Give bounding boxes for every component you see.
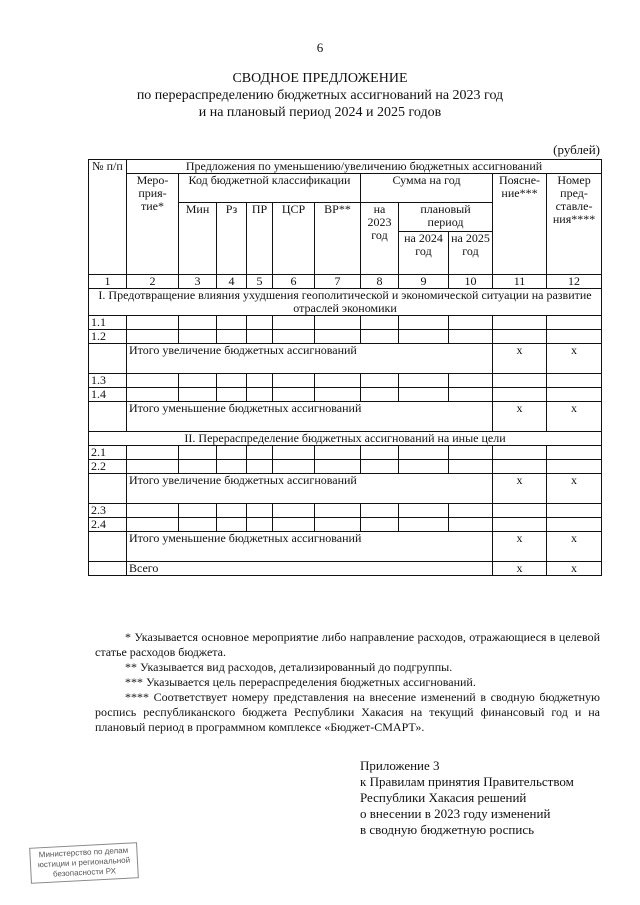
cell-col-11: x [493, 532, 547, 562]
table-cell [247, 330, 273, 344]
table-cell [273, 316, 315, 330]
table-cell [179, 460, 217, 474]
table-cell [315, 374, 361, 388]
table-row [89, 330, 602, 344]
table-row [89, 460, 602, 474]
table-cell [217, 446, 247, 460]
table-cell [547, 330, 602, 344]
table-cell [179, 374, 217, 388]
header-2023: на 2023 год [361, 203, 399, 275]
row-number: 1.1 [89, 316, 127, 330]
row-number [89, 474, 127, 504]
row-number [89, 532, 127, 562]
table-cell [217, 374, 247, 388]
table-cell [217, 518, 247, 532]
table-cell [493, 316, 547, 330]
table-cell [315, 518, 361, 532]
table-cell [399, 330, 449, 344]
appendix-note [360, 758, 574, 838]
subtotal-row [89, 532, 602, 562]
table-cell [127, 460, 179, 474]
appendix-line: Приложение 3 [360, 758, 440, 773]
row-number: 2.2 [89, 460, 127, 474]
row-number: 1.4 [89, 388, 127, 402]
table-cell [247, 504, 273, 518]
row-number: 1.3 [89, 374, 127, 388]
row-number [89, 402, 127, 432]
header-2024: на 2024 год [399, 232, 449, 275]
row-number [89, 562, 127, 576]
row-number: 2.4 [89, 518, 127, 532]
table-cell [179, 446, 217, 460]
cell-col-11: x [493, 474, 547, 504]
column-number: 11 [493, 275, 547, 289]
subtotal-row [89, 402, 602, 432]
cell-col-12: x [547, 344, 602, 374]
footnote: **** Соответствует номеру представления на внесение изменений в сводную бюджетную роспись республиканского бюджета Республики Хакасия на текущий финансовый год и на плановый период в программном комплексе «Бюджет-СМАРТ». [95, 690, 600, 734]
appendix-line: о внесении в 2023 году изменений [360, 806, 551, 821]
column-number: 1 [89, 275, 127, 289]
table-cell [315, 388, 361, 402]
table-cell [127, 388, 179, 402]
table-cell [273, 446, 315, 460]
table-cell [399, 518, 449, 532]
cell-col-11: x [493, 344, 547, 374]
table-cell [449, 388, 493, 402]
units-label: (рублей) [553, 142, 600, 157]
table-cell [315, 316, 361, 330]
row-label: Итого уменьшение бюджетных ассигнований [127, 402, 493, 432]
table-cell [247, 388, 273, 402]
table-cell [127, 316, 179, 330]
table-cell [449, 330, 493, 344]
row-number: 2.1 [89, 446, 127, 460]
cell-col-12: x [547, 474, 602, 504]
table-cell [217, 316, 247, 330]
row-number: 1.2 [89, 330, 127, 344]
table-cell [547, 518, 602, 532]
table-cell [273, 330, 315, 344]
footnote: ** Указывается вид расходов, детализированный до подгруппы. [125, 660, 453, 674]
row-number [89, 344, 127, 374]
table-cell [179, 504, 217, 518]
cell-col-12: x [547, 532, 602, 562]
table-cell [179, 316, 217, 330]
column-number: 8 [361, 275, 399, 289]
section-row [89, 432, 602, 446]
footnote: *** Указывается цель перераспределения бюджетных ассигнований. [125, 675, 476, 689]
column-number: 4 [217, 275, 247, 289]
table-cell [449, 446, 493, 460]
budget-table [88, 159, 602, 576]
table-cell [493, 388, 547, 402]
table-cell [247, 446, 273, 460]
table-cell [399, 374, 449, 388]
header-measure: Меро-прия-тие* [127, 174, 179, 275]
table-cell [127, 446, 179, 460]
table-cell [315, 446, 361, 460]
document-title [0, 70, 640, 121]
table-cell [247, 518, 273, 532]
table-cell [493, 446, 547, 460]
table-cell [361, 316, 399, 330]
table-cell [361, 460, 399, 474]
table-cell [217, 460, 247, 474]
table-cell [493, 518, 547, 532]
appendix-line: к Правилам принятия Правительством [360, 774, 574, 789]
table-cell [449, 374, 493, 388]
subtotal-row [89, 474, 602, 504]
table-cell [361, 504, 399, 518]
table-row [89, 388, 602, 402]
table-cell [449, 518, 493, 532]
table-cell [547, 446, 602, 460]
column-number: 2 [127, 275, 179, 289]
row-label: Всего [127, 562, 493, 576]
table-cell [273, 504, 315, 518]
table-cell [493, 504, 547, 518]
table-cell [399, 504, 449, 518]
header-explanation: Поясне-ние*** [493, 174, 547, 275]
footnotes [95, 630, 600, 735]
column-number: 3 [179, 275, 217, 289]
header-proposals: Предложения по уменьшению/увеличению бюджетных ассигнований [127, 160, 602, 174]
table-row [89, 316, 602, 330]
table-cell [315, 504, 361, 518]
header-code: Код бюджетной классификации [179, 174, 361, 203]
table-cell [179, 388, 217, 402]
table-cell [493, 460, 547, 474]
title-line: и на плановый период 2024 и 2025 годов [198, 105, 442, 120]
table-cell [361, 518, 399, 532]
table-cell [449, 504, 493, 518]
table-cell [547, 504, 602, 518]
table-cell [127, 374, 179, 388]
table-cell [273, 460, 315, 474]
cell-col-12: x [547, 562, 602, 576]
table-row [89, 374, 602, 388]
column-number: 12 [547, 275, 602, 289]
footnote: * Указывается основное мероприятие либо направление расходов, отражающиеся в целевой статье расходов бюджета. [95, 630, 600, 659]
column-number: 10 [449, 275, 493, 289]
table-cell [493, 330, 547, 344]
table-cell [399, 460, 449, 474]
header-pr: ПР [247, 203, 273, 275]
table-cell [315, 330, 361, 344]
table-cell [247, 316, 273, 330]
table-cell [361, 446, 399, 460]
row-label: Итого увеличение бюджетных ассигнований [127, 474, 493, 504]
header-2025: на 2025 год [449, 232, 493, 275]
subtotal-row [89, 344, 602, 374]
title-line: по перераспределению бюджетных ассигнований на 2023 год [136, 88, 504, 103]
table-row [89, 504, 602, 518]
header-num: № п/п [89, 160, 127, 275]
table-cell [179, 330, 217, 344]
appendix-line: в сводную бюджетную роспись [360, 822, 535, 837]
table-cell [547, 460, 602, 474]
table-cell [217, 504, 247, 518]
table-cell [547, 388, 602, 402]
table-cell [361, 330, 399, 344]
table-cell [247, 374, 273, 388]
column-number: 6 [273, 275, 315, 289]
table-cell [547, 374, 602, 388]
table-cell [399, 316, 449, 330]
table-cell [127, 518, 179, 532]
table-cell [399, 388, 449, 402]
total-row [89, 562, 602, 576]
table-row [89, 446, 602, 460]
row-label: Итого увеличение бюджетных ассигнований [127, 344, 493, 374]
table-cell [127, 504, 179, 518]
header-csr: ЦСР [273, 203, 315, 275]
column-number: 7 [315, 275, 361, 289]
header-rz: Рз [217, 203, 247, 275]
appendix-line: Республики Хакасия решений [360, 790, 527, 805]
column-numbers-row [89, 275, 602, 289]
column-number: 5 [247, 275, 273, 289]
row-label: Итого уменьшение бюджетных ассигнований [127, 532, 493, 562]
registry-stamp: Министерство по делам юстиции и региональной безопасности РХ [29, 842, 139, 884]
table-row [89, 518, 602, 532]
table-cell [315, 460, 361, 474]
table-cell [493, 374, 547, 388]
row-number: 2.3 [89, 504, 127, 518]
table-cell [273, 518, 315, 532]
table-cell [179, 518, 217, 532]
cell-col-12: x [547, 402, 602, 432]
header-vr: ВР** [315, 203, 361, 275]
table-cell [247, 460, 273, 474]
column-number: 9 [399, 275, 449, 289]
table-cell [399, 446, 449, 460]
table-cell [449, 460, 493, 474]
cell-col-11: x [493, 402, 547, 432]
table-cell [273, 388, 315, 402]
section-title: I. Предотвращение влияния ухудшения геополитической и экономической ситуации на развитие отраслей экономики [89, 289, 602, 316]
header-min: Мин [179, 203, 217, 275]
header-planned: плановый период [399, 203, 493, 232]
table-cell [547, 316, 602, 330]
cell-col-11: x [493, 562, 547, 576]
section-title: II. Перераспределение бюджетных ассигнований на иные цели [89, 432, 602, 446]
header-number: Номер пред-ставле-ния**** [547, 174, 602, 275]
section-row [89, 289, 602, 316]
table-cell [361, 374, 399, 388]
table-cell [217, 330, 247, 344]
table-cell [127, 330, 179, 344]
table-cell [217, 388, 247, 402]
table-cell [361, 388, 399, 402]
page-number: 6 [316, 40, 324, 55]
title-line: СВОДНОЕ ПРЕДЛОЖЕНИЕ [232, 71, 408, 86]
table-cell [273, 374, 315, 388]
table-cell [449, 316, 493, 330]
header-sum: Сумма на год [361, 174, 493, 203]
